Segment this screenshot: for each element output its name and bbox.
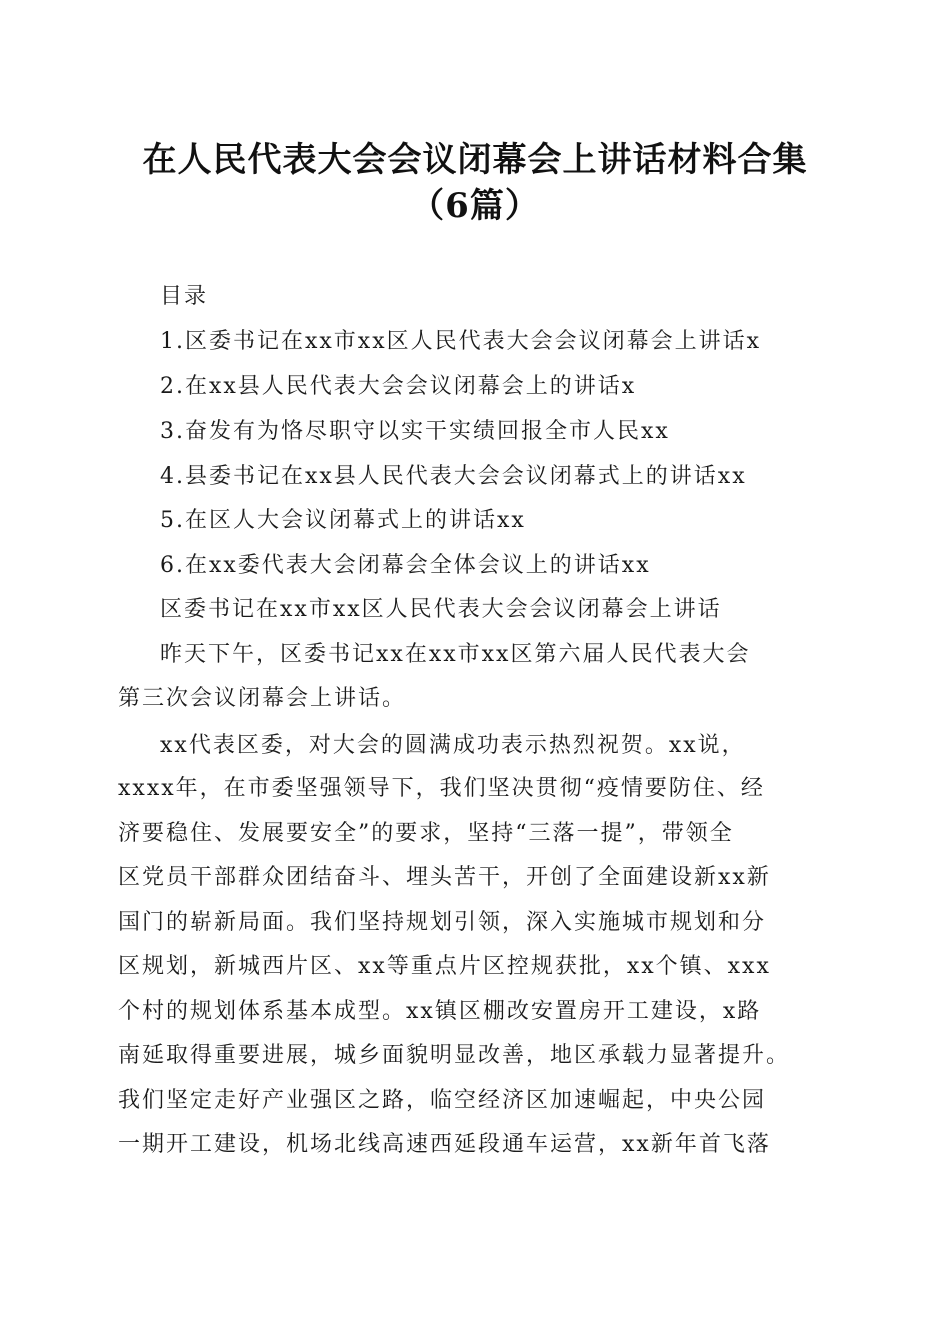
body-line: xx代表区委，对大会的圆满成功表示热烈祝贺。xx说， [160, 733, 746, 758]
document-title: 在人民代表大会会议闭幕会上讲话材料合集 [142, 140, 808, 180]
toc-heading: 目录 [160, 284, 209, 309]
toc-item: 3.奋发有为恪尽职守以实干实绩回报全市人民xx [160, 419, 670, 444]
document-title-count: （6篇） [410, 186, 540, 226]
toc-item: 5.在区人大会议闭幕式上的讲话xx [160, 508, 526, 533]
body-line: 个村的规划体系基本成型。xx镇区棚改安置房开工建设，x路 [118, 999, 762, 1024]
body-line: 一期开工建设，机场北线高速西延段通车运营，xx新年首飞落 [118, 1132, 771, 1157]
body-line: 我们坚定走好产业强区之路，临空经济区加速崛起，中央公园 [118, 1088, 767, 1113]
toc-item: 6.在xx委代表大会闭幕会全体会议上的讲话xx [160, 553, 651, 578]
body-line: 南延取得重要进展，城乡面貌明显改善，地区承载力显著提升。 [118, 1043, 791, 1068]
body-line: 济要稳住、发展要安全”的要求，坚持“三落一提”，带领全 [118, 821, 734, 846]
body-line: 第三次会议闭幕会上讲话。 [118, 686, 407, 711]
body-line: 区党员干部群众团结奋斗、埋头苦干，开创了全面建设新xx新 [118, 865, 771, 890]
body-line: 国门的崭新局面。我们坚持规划引领，深入实施城市规划和分 [118, 910, 767, 935]
section-title: 区委书记在xx市xx区人民代表大会会议闭幕会上讲话 [160, 597, 722, 622]
body-line: 区规划，新城西片区、xx等重点片区控规获批，xx个镇、xxx [118, 954, 771, 979]
toc-item: 1.区委书记在xx市xx区人民代表大会会议闭幕会上讲话x [160, 329, 762, 354]
toc-item: 4.县委书记在xx县人民代表大会会议闭幕式上的讲话xx [160, 464, 747, 489]
toc-item: 2.在xx县人民代表大会会议闭幕会上的讲话x [160, 374, 637, 399]
body-line: 昨天下午，区委书记xx在xx市xx区第六届人民代表大会 [160, 642, 751, 667]
body-line: xxxx年，在市委坚强领导下，我们坚决贯彻“疫情要防住、经 [118, 776, 765, 801]
